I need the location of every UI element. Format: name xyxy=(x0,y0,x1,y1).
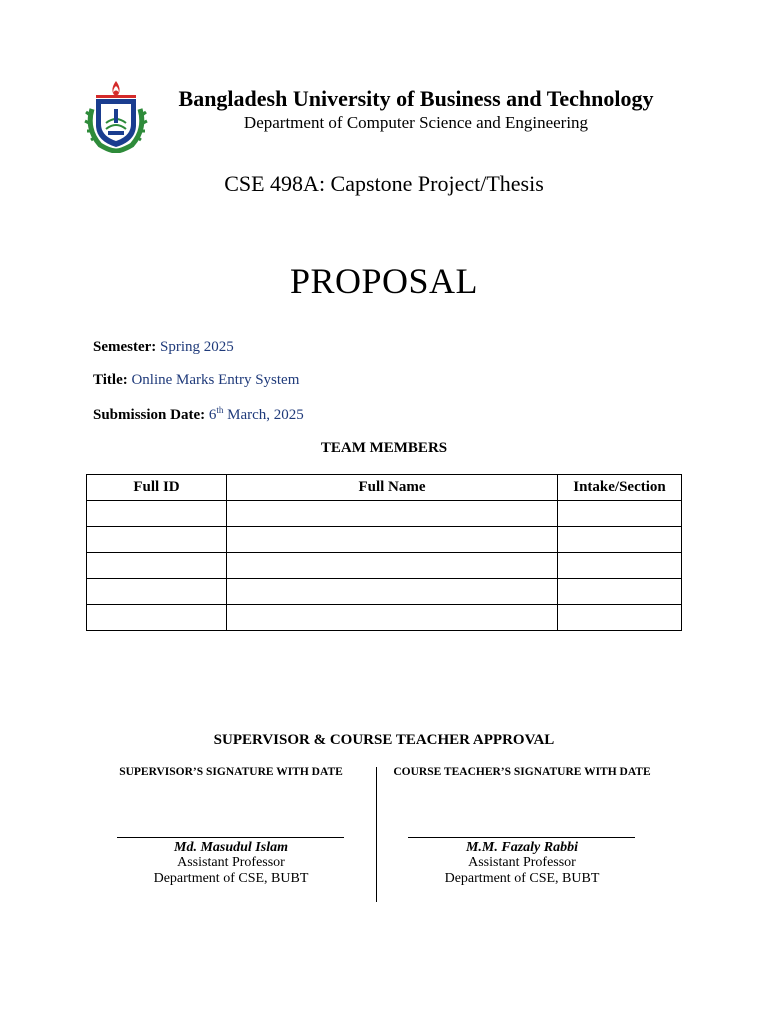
team-members-heading: TEAM MEMBERS xyxy=(320,440,448,456)
supervisor-signature-caption: SUPERVISOR’S SIGNATURE WITH DATE xyxy=(119,766,343,778)
document-title: PROPOSAL xyxy=(289,261,479,301)
submission-month-year: March, 2025 xyxy=(223,407,304,423)
semester-label: Semester: xyxy=(93,339,157,355)
title-label: Title: xyxy=(93,372,128,388)
table-cell[interactable] xyxy=(227,527,558,553)
course-title: CSE 498A: Capstone Project/Thesis xyxy=(224,171,544,196)
course-teacher-signature-caption: COURSE TEACHER’S SIGNATURE WITH DATE xyxy=(393,766,651,778)
table-cell[interactable] xyxy=(558,527,682,553)
table-row xyxy=(87,605,682,631)
approval-heading: SUPERVISOR & COURSE TEACHER APPROVAL xyxy=(213,732,555,748)
supervisor-department: Department of CSE, BUBT xyxy=(153,871,309,886)
submission-date-field xyxy=(93,405,304,424)
column-header-full-id: Full ID xyxy=(87,475,227,501)
table-cell[interactable] xyxy=(87,553,227,579)
supervisor-position: Assistant Professor xyxy=(177,855,285,870)
table-cell[interactable] xyxy=(558,553,682,579)
course-teacher-department: Department of CSE, BUBT xyxy=(444,871,600,886)
semester-field xyxy=(93,339,234,356)
table-cell[interactable] xyxy=(87,605,227,631)
table-row xyxy=(87,527,682,553)
table-cell[interactable] xyxy=(87,527,227,553)
table-cell[interactable] xyxy=(558,605,682,631)
column-header-intake-section: Intake/Section xyxy=(558,475,682,501)
team-members-table xyxy=(86,474,682,631)
course-teacher-name: M.M. Fazaly Rabbi xyxy=(465,840,578,855)
table-row xyxy=(87,501,682,527)
table-cell[interactable] xyxy=(227,501,558,527)
table-cell[interactable] xyxy=(227,605,558,631)
submission-date-value xyxy=(209,407,304,423)
table-cell[interactable] xyxy=(558,579,682,605)
course-teacher-position: Assistant Professor xyxy=(468,855,576,870)
submission-date-label: Submission Date: xyxy=(93,407,206,423)
table-cell[interactable] xyxy=(227,579,558,605)
course-teacher-signature-line[interactable] xyxy=(408,837,635,838)
title-field xyxy=(93,372,299,389)
table-cell[interactable] xyxy=(558,501,682,527)
table-cell[interactable] xyxy=(87,579,227,605)
table-cell[interactable] xyxy=(227,553,558,579)
university-name: Bangladesh University of Business and Technology xyxy=(178,86,654,111)
supervisor-name: Md. Masudul Islam xyxy=(174,840,288,855)
table-header-row xyxy=(87,475,682,501)
table-row xyxy=(87,579,682,605)
title-value: Online Marks Entry System xyxy=(131,372,300,388)
submission-day-suffix: th xyxy=(216,405,224,415)
column-header-full-name: Full Name xyxy=(227,475,558,501)
submission-day: 6 xyxy=(208,407,217,423)
department-name: Department of Computer Science and Engineering xyxy=(243,113,589,132)
table-cell[interactable] xyxy=(87,501,227,527)
university-logo xyxy=(84,79,148,153)
semester-value: Spring 2025 xyxy=(160,339,234,355)
supervisor-signature-line[interactable] xyxy=(117,837,344,838)
table-row xyxy=(87,553,682,579)
signature-divider xyxy=(376,767,377,902)
